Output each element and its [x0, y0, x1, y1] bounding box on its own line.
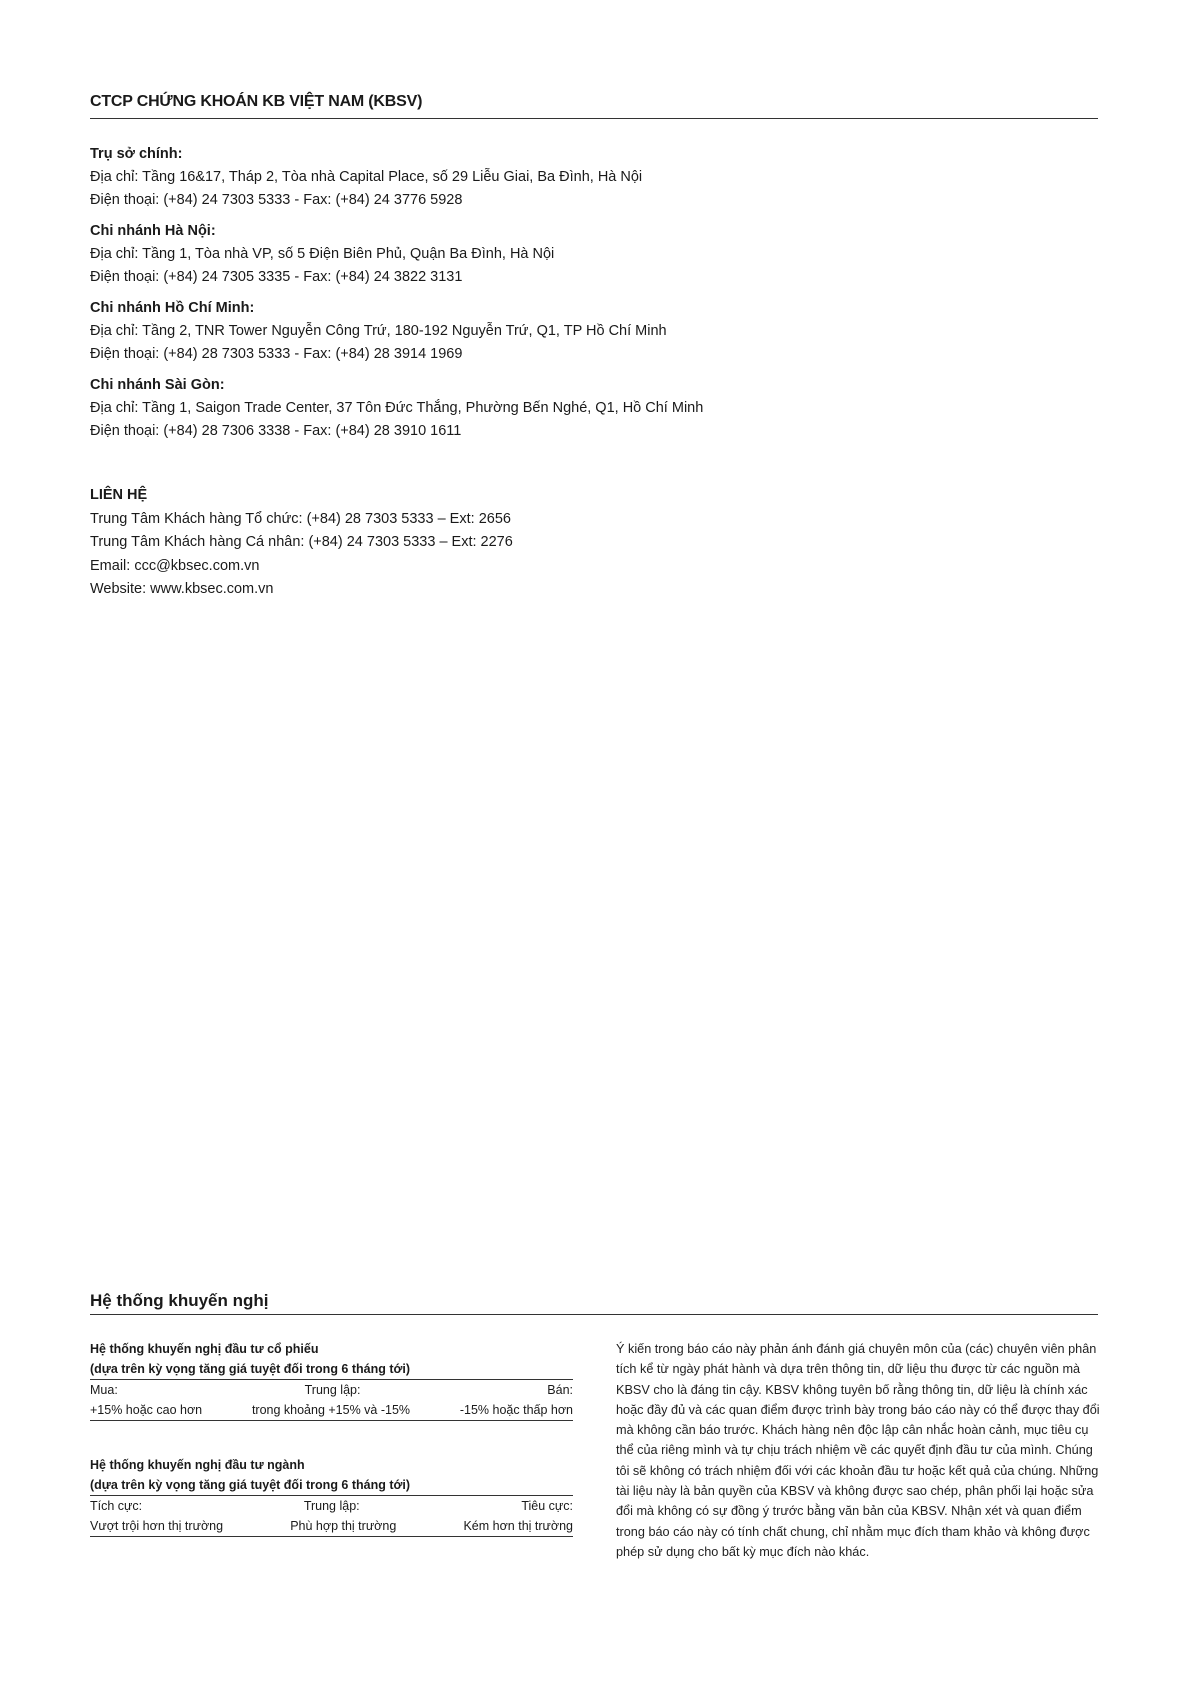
sector-system-subtitle: (dựa trên kỳ vọng tăng giá tuyệt đối trong 6 tháng tới)	[90, 1478, 411, 1492]
recommendation-divider	[90, 1314, 1098, 1315]
stock-system-subtitle: (dựa trên kỳ vọng tăng giá tuyệt đối trong 6 tháng tới)	[90, 1362, 411, 1376]
office-name: Chi nhánh Hà Nội:	[90, 223, 216, 239]
rating-label-sell: Bán:	[547, 1383, 573, 1397]
sector-rating-values	[90, 1516, 573, 1537]
rating-label-buy: Mua:	[90, 1383, 118, 1397]
office-list	[90, 143, 703, 451]
rating-value-positive: Vượt trội hơn thị trường	[90, 1519, 224, 1533]
office-phone: Điện thoại: (+84) 24 7303 5333 - Fax: (+84) 24 3776 5928	[90, 192, 463, 208]
stock-rating-system	[90, 1339, 573, 1421]
sector-rating-labels	[90, 1495, 573, 1516]
contact-individual: Trung Tâm Khách hàng Cá nhân: (+84) 24 7303 5333 – Ext: 2276	[90, 534, 513, 550]
sector-rating-system	[90, 1455, 573, 1537]
rating-label-neutral: Trung lập:	[304, 1383, 361, 1397]
office-address: Địa chỉ: Tầng 2, TNR Tower Nguyễn Công Trứ, 180-192 Nguyễn Trứ, Q1, TP Hồ Chí Minh	[90, 323, 667, 339]
office-saigon-branch	[90, 374, 703, 443]
office-phone: Điện thoại: (+84) 28 7303 5333 - Fax: (+84) 28 3914 1969	[90, 346, 463, 362]
contact-institutional: Trung Tâm Khách hàng Tổ chức: (+84) 28 7303 5333 – Ext: 2656	[90, 510, 511, 527]
office-name: Trụ sở chính:	[90, 146, 183, 162]
rating-value-buy: +15% hoặc cao hơn	[90, 1403, 203, 1417]
disclaimer-text: Ý kiến trong báo cáo này phản ánh đánh giá chuyên môn của (các) chuyên viên phân tích kể từ ngày phát hành và dựa trên thông tin, dữ liệu thu được từ các nguồn mà KBSV cho là đáng tin cậy. KBSV không tuyên bố rằng thông tin, dữ liệu là chính xác hoặc đầy đủ và các quan điểm được trình bày trong báo cáo này có thể được thay đổi mà không cần báo trước. Khách hàng nên độc lập cân nhắc hoàn cảnh, mục tiêu cụ thể của riêng mình và tự chịu trách nhiệm về các quyết định đầu tư của mình. Chúng tôi sẽ không có trách nhiệm đối với các khoản đầu tư hoặc kết quả của chúng. Những tài liệu này là bản quyền của KBSV và không được sao chép, phân phối lại hoặc sửa đổi mà không có sự đồng ý trước bằng văn bản của KBSV. Nhận xét và quan điểm trong báo cáo này có tính chất chung, chỉ nhằm mục đích tham khảo và không được phép sử dụng cho bất kỳ mục đích nào khác.	[616, 1342, 1100, 1559]
office-address: Địa chỉ: Tầng 1, Tòa nhà VP, số 5 Điện Biên Phủ, Quận Ba Đình, Hà Nội	[90, 246, 555, 262]
office-address: Địa chỉ: Tầng 1, Saigon Trade Center, 37 Tôn Đức Thắng, Phường Bến Nghé, Q1, Hồ Chí Minh	[90, 400, 704, 416]
office-head-office	[90, 143, 703, 212]
office-address: Địa chỉ: Tầng 16&17, Tháp 2, Tòa nhà Capital Place, số 29 Liễu Giai, Ba Đình, Hà Nội	[90, 169, 643, 185]
company-title: CTCP CHỨNG KHOÁN KB VIỆT NAM (KBSV)	[90, 93, 423, 110]
rating-value-neutral: trong khoảng +15% và -15%	[251, 1403, 411, 1417]
stock-rating-values	[90, 1400, 573, 1421]
rating-label-neutral: Trung lập:	[303, 1499, 360, 1513]
stock-rating-labels	[90, 1379, 573, 1400]
office-name: Chi nhánh Hồ Chí Minh:	[90, 300, 255, 316]
sector-system-title: Hệ thống khuyến nghị đầu tư ngành	[90, 1458, 305, 1472]
office-phone: Điện thoại: (+84) 28 7306 3338 - Fax: (+84) 28 3910 1611	[90, 423, 462, 439]
contact-title: LIÊN HỆ	[90, 487, 148, 503]
contact-section	[90, 484, 513, 602]
office-name: Chi nhánh Sài Gòn:	[90, 377, 225, 393]
recommendation-title: Hệ thống khuyến nghị	[90, 1291, 269, 1310]
rating-value-sell: -15% hoặc thấp hơn	[459, 1403, 573, 1417]
rating-value-negative: Kém hơn thị trường	[463, 1519, 573, 1533]
recommendation-systems	[90, 1339, 573, 1571]
rating-value-neutral: Phù hợp thị trường	[290, 1519, 397, 1533]
contact-website: Website: www.kbsec.com.vn	[90, 581, 274, 597]
office-phone: Điện thoại: (+84) 24 7305 3335 - Fax: (+84) 24 3822 3131	[90, 269, 463, 285]
stock-system-title: Hệ thống khuyến nghị đầu tư cổ phiếu	[90, 1342, 319, 1356]
office-hcm-branch	[90, 297, 703, 366]
contact-email: Email: ccc@kbsec.com.vn	[90, 557, 260, 574]
company-title-divider	[90, 118, 1098, 119]
office-hanoi-branch	[90, 220, 703, 289]
rating-label-positive: Tích cực:	[90, 1499, 143, 1513]
rating-label-negative: Tiêu cực:	[521, 1499, 573, 1513]
